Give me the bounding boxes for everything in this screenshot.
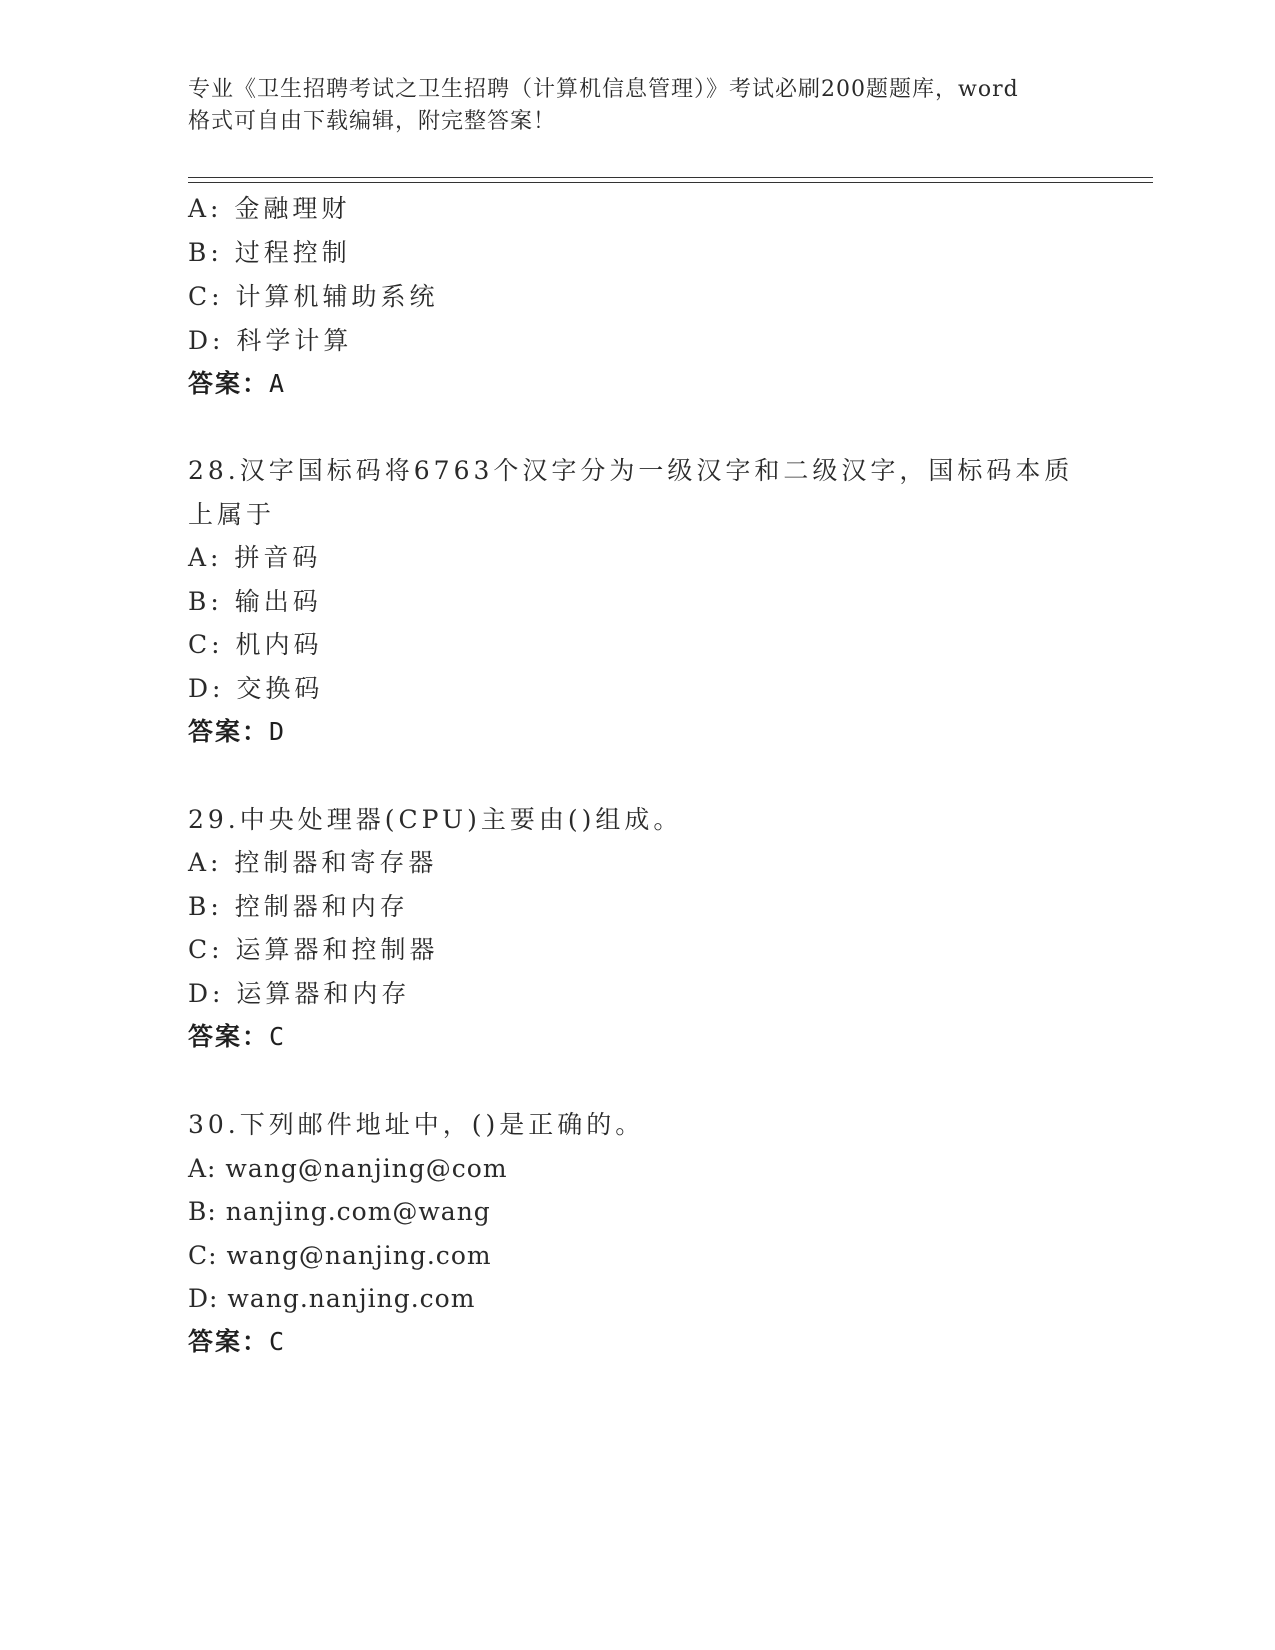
header-divider-bottom	[188, 182, 1153, 183]
q29-answer	[188, 1022, 286, 1052]
q30-option-a: A: wang@nanjing@com	[188, 1154, 508, 1183]
q28-answer	[188, 717, 286, 747]
q29-stem: 29.中央处理器(CPU)主要由()组成。	[188, 805, 683, 834]
q28-stem-line-2: 上属于	[188, 500, 276, 529]
q28-option-d: D: 交换码	[188, 674, 324, 703]
q28-option-c: C: 机内码	[188, 630, 323, 659]
q29-option-d: D: 运算器和内存	[188, 979, 411, 1008]
answer-label: 答案：	[188, 369, 270, 398]
answer-value: D	[269, 717, 287, 746]
prev-answer	[188, 369, 286, 399]
prev-option-d: D: 科学计算	[188, 326, 353, 355]
q30-answer	[188, 1327, 286, 1357]
q29-option-c: C: 运算器和控制器	[188, 935, 439, 964]
prev-option-c: C: 计算机辅助系统	[188, 282, 439, 311]
header-divider-top	[188, 177, 1153, 178]
prev-option-a: A: 金融理财	[188, 194, 351, 223]
prev-option-b: B: 过程控制	[188, 238, 351, 267]
answer-value: A	[269, 369, 287, 398]
q28-stem-line-1: 28.汉字国标码将6763个汉字分为一级汉字和二级汉字，国标码本质	[188, 456, 1074, 485]
q30-option-d: D: wang.nanjing.com	[188, 1284, 476, 1313]
answer-value: C	[269, 1327, 287, 1356]
q30-stem: 30.下列邮件地址中，()是正确的。	[188, 1110, 645, 1139]
answer-label: 答案：	[188, 1022, 270, 1051]
q30-option-c: C: wang@nanjing.com	[188, 1241, 492, 1270]
header-line-1: 专业《卫生招聘考试之卫生招聘（计算机信息管理）》考试必刷200题题库，word	[188, 77, 1019, 102]
answer-label: 答案：	[188, 717, 270, 746]
q29-option-b: B: 控制器和内存	[188, 892, 409, 921]
q29-option-a: A: 控制器和寄存器	[188, 848, 438, 877]
answer-label: 答案：	[188, 1327, 270, 1356]
q30-option-b: B: nanjing.com@wang	[188, 1197, 491, 1226]
q28-option-a: A: 拼音码	[188, 543, 322, 572]
q28-option-b: B: 输出码	[188, 587, 322, 616]
answer-value: C	[269, 1022, 287, 1051]
document-header	[188, 74, 1108, 138]
header-line-2: 格式可自由下载编辑，附完整答案！	[188, 109, 557, 134]
